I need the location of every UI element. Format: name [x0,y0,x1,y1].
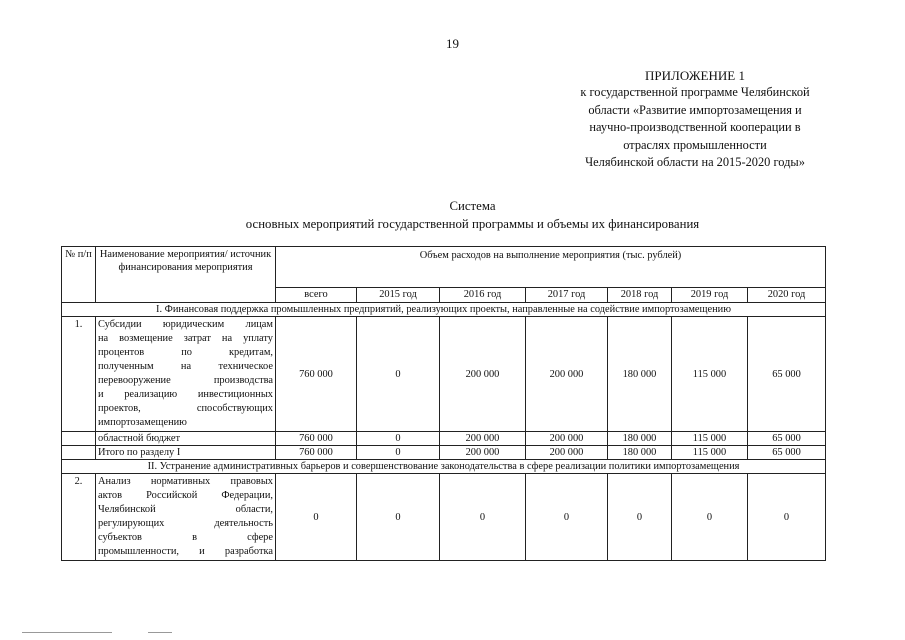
value-2015: 0 [357,432,440,446]
appendix-block [540,67,850,171]
description-line: процентов по кредитам, [98,347,273,358]
appendix-line: Челябинской области на 2015-2020 годы» [585,155,805,170]
value-2017: 200 000 [526,317,608,432]
value-2018: 180 000 [608,317,672,432]
table-row [62,317,826,432]
footer-rule [22,632,112,633]
measure-description [96,317,276,432]
description-line: промышленности, и разработка [98,546,273,557]
header-volume: Объем расходов на выполнение мероприятия (тыс. рублей) [276,247,826,288]
value-2016: 200 000 [440,317,526,432]
row-number: 2. [62,474,96,561]
empty-cell [62,432,96,446]
page-number: 19 [446,36,459,51]
value-2018: 180 000 [608,432,672,446]
description-line: полученным на техническое [98,361,273,372]
description-line: субъектов в сфере [98,532,273,543]
description-line: регулирующих деятельность [98,518,273,529]
appendix-line: отраслях промышленности [623,137,767,152]
appendix-line: научно-производственной кооперации в [589,120,801,135]
section-1-title: I. Финансовая поддержка промышленных предприятий, реализующих проекты, направленные на содействие импортозамещению [62,303,826,317]
table-row [62,474,826,561]
header-2016: 2016 год [440,288,526,303]
document-heading [180,197,765,233]
empty-cell [62,446,96,460]
value-2017: 0 [526,474,608,561]
header-2018: 2018 год [608,288,672,303]
section-row [62,303,826,317]
value-2016: 200 000 [440,446,526,460]
value-2020: 65 000 [748,317,826,432]
value-2015: 0 [357,474,440,561]
measures-table [61,246,826,561]
description-line: проектов, способствующих [98,403,273,414]
value-2015: 0 [357,317,440,432]
value-2018: 180 000 [608,446,672,460]
value-total: 760 000 [276,446,357,460]
value-total: 0 [276,474,357,561]
footer-rule [148,632,172,633]
description-line: перевооружение производства [98,375,273,386]
value-total: 760 000 [276,317,357,432]
value-2020: 65 000 [748,432,826,446]
description-line: Анализ нормативных правовых [98,476,273,487]
description-line: Челябинской области, [98,504,273,515]
header-2017: 2017 год [526,288,608,303]
section-2-title: II. Устранение административных барьеров и совершенствование законодательства в сфере реализации политики импортозамещения [62,460,826,474]
header-2020: 2020 год [748,288,826,303]
table-row [62,446,826,460]
value-2018: 0 [608,474,672,561]
appendix-line: к государственной программе Челябинской [580,85,810,100]
row-number: 1. [62,317,96,432]
value-2016: 200 000 [440,432,526,446]
value-total: 760 000 [276,432,357,446]
table-header-row [62,247,826,288]
value-2019: 115 000 [672,432,748,446]
value-2019: 0 [672,474,748,561]
value-2017: 200 000 [526,446,608,460]
heading-line-1: Система [449,199,496,213]
value-2020: 0 [748,474,826,561]
value-2015: 0 [357,446,440,460]
header-name: Наименование мероприятия/ источник финансирования мероприятия [96,247,276,303]
table-row [62,432,826,446]
section-row [62,460,826,474]
description-line: и реализацию инвестиционных [98,389,273,400]
description-line: на возмещение затрат на уплату [98,333,273,344]
value-2017: 200 000 [526,432,608,446]
budget-label: областной бюджет [96,432,276,446]
description-line: Субсидии юридическим лицам [98,319,273,330]
value-2019: 115 000 [672,317,748,432]
description-line: импортозамещению [98,417,187,428]
total-label: Итого по разделу I [96,446,276,460]
header-2019: 2019 год [672,288,748,303]
description-line: актов Российской Федерации, [98,490,273,501]
header-2015: 2015 год [357,288,440,303]
value-2020: 65 000 [748,446,826,460]
header-total: всего [276,288,357,303]
value-2016: 0 [440,474,526,561]
appendix-title: ПРИЛОЖЕНИЕ 1 [645,68,745,83]
header-number: № п/п [62,247,96,303]
value-2019: 115 000 [672,446,748,460]
appendix-line: области «Развитие импортозамещения и [588,102,802,117]
heading-line-2: основных мероприятий государственной программы и объемы их финансирования [245,217,700,231]
measure-description [96,474,276,561]
